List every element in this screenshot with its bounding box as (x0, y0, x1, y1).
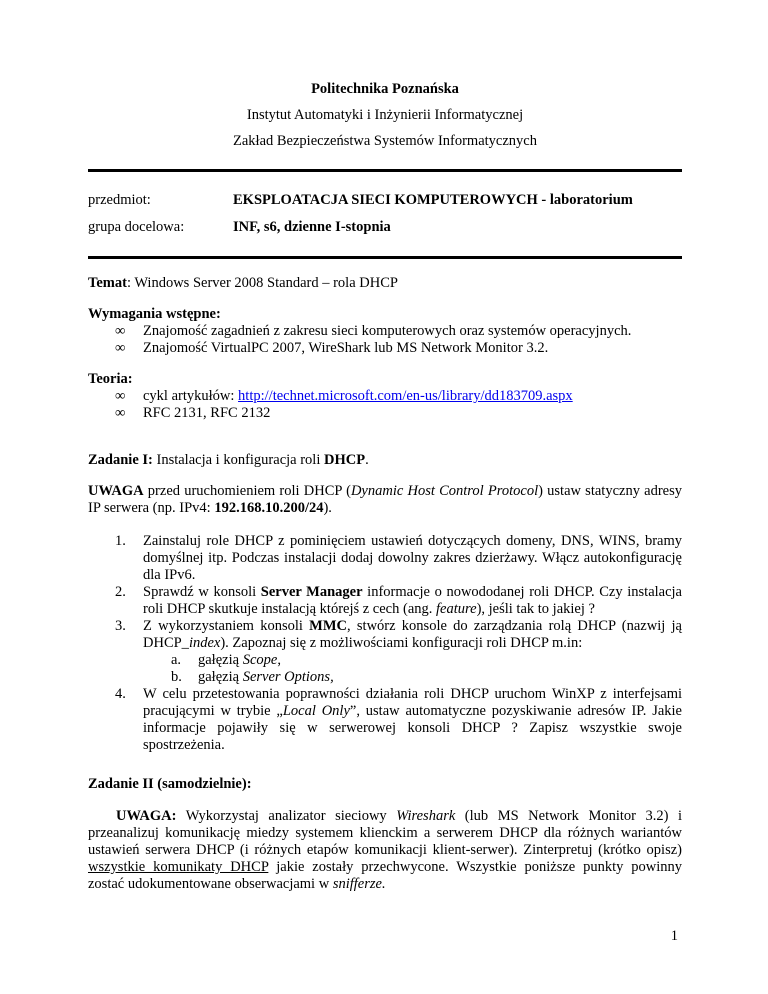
step-number: 4. (115, 686, 126, 702)
course-meta (88, 192, 682, 236)
text-segment: jakie zostały przechwycone. Wszystkie poniższe punkty powinny zostać udokumentowane obserwacjami w (88, 859, 682, 892)
theory-list (88, 388, 682, 422)
text-segment: ), jeśli tak to jakiej ? (476, 601, 595, 617)
text-segment: ). Zapoznaj się z możliwościami konfiguracji roli DHCP m.in: (220, 635, 583, 651)
theory-heading: Teoria: (88, 371, 133, 387)
page-number: 1 (670, 928, 678, 944)
substep-text (198, 669, 682, 686)
step-number: 3. (115, 618, 126, 634)
list-item-text (143, 405, 682, 422)
task2-note (88, 808, 682, 893)
list-item (88, 388, 682, 405)
text-segment: Dynamic Host Control Protocol (350, 483, 539, 499)
text-segment: snifferze. (332, 876, 386, 892)
text-segment: ”, ustaw automatyczne pozyskiwanie adresów IP. Jakie informacje pojawiły się w serwerowej konsoli DHCP ? Zapisz wszystkie swoje spostrzeżenia. (143, 703, 682, 753)
step-text (143, 533, 682, 584)
subject-value: EKSPLOATACJA SIECI KOMPUTEROWYCH - laboratorium (233, 192, 633, 208)
text-segment: Z wykorzystaniem konsoli (143, 618, 310, 634)
text-segment: (lub MS Network Monitor 3.2) i przeanalizuj komunikację miedzy systemem klienckim a serwerem DHCP dla różnych wariantów ustawień serwera DHCP (i różnych etapów komunikacji klient-serwer). Zinterpretuj (krótko opisz) (88, 808, 683, 858)
institute-name: Instytut Automatyki i Inżynierii Informatycznej (246, 107, 524, 123)
list-item-text (143, 340, 682, 357)
list-item (88, 405, 682, 422)
text-segment: Server Manager (260, 584, 363, 600)
text-segment: ). (323, 500, 332, 516)
step-text (143, 618, 682, 652)
step-number: 1. (115, 533, 126, 549)
text-segment: Instalacja i konfiguracja roli (152, 452, 324, 468)
task-step (88, 686, 682, 754)
text-segment: Wireshark (396, 808, 456, 824)
bullet-marker: ∞ (115, 340, 126, 356)
task-step (88, 618, 682, 686)
text-segment: Local Only (282, 703, 350, 719)
step-text (143, 686, 682, 754)
list-item (88, 323, 682, 340)
text-segment: MMC (309, 618, 348, 634)
divider-bottom (88, 256, 682, 259)
text-segment: UWAGA (88, 483, 144, 499)
department-name: Zakład Bezpieczeństwa Systemów Informatycznych (233, 133, 537, 149)
document-header (88, 76, 682, 154)
prerequisites-list (88, 323, 682, 357)
text-segment: Temat (88, 275, 127, 291)
institution-name: Politechnika Poznańska (311, 81, 459, 97)
substep (143, 669, 682, 686)
text-segment: przed uruchomieniem roli DHCP ( (143, 483, 351, 499)
text-segment: : Windows Server 2008 Standard – rola DHCP (126, 275, 398, 291)
task1-title (88, 452, 682, 469)
text-segment: feature (436, 601, 477, 617)
task1-steps (88, 533, 682, 754)
text-segment: RFC 2131, RFC 2132 (143, 405, 271, 421)
text-segment: DHCP (324, 452, 366, 468)
text-segment: gałęzią (198, 652, 243, 668)
bullet-marker: ∞ (115, 388, 126, 404)
list-item-text (143, 323, 682, 340)
topic-line (88, 275, 682, 292)
text-segment: ) ustaw statyczny adresy IP serwera (np. IPv4: (88, 483, 682, 516)
subject-label: przedmiot: (88, 192, 151, 208)
text-segment: W celu przetestowania poprawności działania roli DHCP uruchom WinXP z interfejsami pracującymi w trybie „ (143, 686, 682, 719)
text-segment: Zadanie I: (88, 452, 153, 468)
meta-row-subject (88, 192, 682, 209)
text-segment: , stwórz konsole do zarządzania rolą DHCP (nazwij ją DHCP_ (143, 618, 682, 651)
task-step (88, 584, 682, 618)
group-value: INF, s6, dzienne I-stopnia (233, 219, 391, 235)
substep-text (198, 652, 682, 669)
list-item-text (143, 388, 682, 405)
bullet-marker: ∞ (115, 405, 126, 421)
text-segment: wszystkie komunikaty DHCP (88, 859, 269, 875)
bullet-marker: ∞ (115, 323, 126, 339)
substep-list (143, 652, 682, 686)
list-item (88, 340, 682, 357)
technet-article-link[interactable]: http://technet.microsoft.com/en-us/library/dd183709.aspx (238, 388, 573, 404)
text-segment: Wykorzystaj analizator sieciowy (176, 808, 397, 824)
text-segment: gałęzią (198, 669, 243, 685)
step-text (143, 584, 682, 618)
text-segment: , (277, 652, 281, 668)
substep-letter: a. (171, 652, 182, 668)
text-segment: Scope (242, 652, 278, 668)
substep-letter: b. (171, 669, 182, 685)
task2-heading: Zadanie II (samodzielnie): (88, 776, 252, 792)
text-segment: 192.168.10.200/24 (214, 500, 324, 516)
meta-row-group (88, 219, 682, 236)
text-segment: Server Options, (242, 669, 334, 685)
task1-note (88, 483, 682, 517)
divider-top (88, 169, 682, 172)
text-segment: informacje o nowododanej roli DHCP. Czy instalacja roli DHCP skutkuje instalacją którejś z cech (ang. (143, 584, 682, 617)
text-segment: Sprawdź w konsoli (143, 584, 261, 600)
text-segment: index (188, 635, 221, 651)
text-segment: Zainstaluj role DHCP z pominięciem ustawień dotyczących domeny, DNS, WINS, bramy domyślnej itp. Podczas instalacji dodaj dowolny zakres dzierżawy. Włącz autokonfigurację dla IPv6. (143, 533, 682, 583)
text-segment: Znajomość VirtualPC 2007, WireShark lub MS Network Monitor 3.2. (143, 340, 549, 356)
group-label: grupa docelowa: (88, 219, 185, 235)
step-number: 2. (115, 584, 126, 600)
substep (143, 652, 682, 669)
text-segment: Znajomość zagadnień z zakresu sieci komputerowych oraz systemów operacyjnych. (143, 323, 632, 339)
step-body (143, 618, 682, 686)
text-segment: UWAGA: (116, 808, 177, 824)
task-step (88, 533, 682, 584)
text-segment: . (365, 452, 369, 468)
prerequisites-heading: Wymagania wstępne: (88, 306, 221, 322)
text-segment: cykl artykułów: (143, 388, 239, 404)
